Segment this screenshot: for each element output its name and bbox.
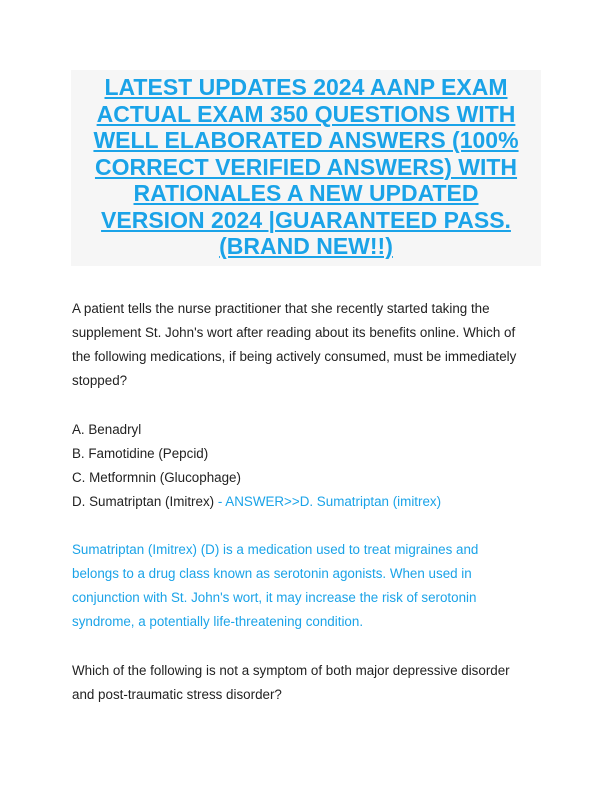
option-a: A. Benadryl [72,422,142,437]
title-box [71,70,541,266]
title-line: CORRECT VERIFIED ANSWERS) WITH [94,153,518,180]
title-line: WELL ELABORATED ANSWERS (100% [93,127,519,153]
question-line: supplement St. John's wort after reading about its benefits online. Which of [72,325,516,340]
title-line: VERSION 2024 |GUARANTEED PASS. [101,206,511,233]
option-c: C. Metformnin (Glucophage) [72,470,241,485]
question-line: and post-traumatic stress disorder? [72,687,282,702]
title-line: (BRAND NEW!!) [219,233,393,259]
question-1-text [72,297,552,393]
question-line: Which of the following is not a symptom of both major depressive disorder [72,663,510,678]
question-line: A patient tells the nurse practitioner that she recently started taking the [72,301,490,316]
rationale-line: Sumatriptan (Imitrex) (D) is a medication used to treat migraines and [72,542,479,557]
rationale-line: conjunction with St. John's wort, it may increase the risk of serotonin [72,590,477,605]
title-line: LATEST UPDATES 2024 AANP EXAM [104,74,508,100]
rationale-line: syndrome, a potentially life-threatening condition. [72,614,364,629]
rationale-line: belongs to a drug class known as serotonin agonists. When used in [72,566,472,581]
title-line: ACTUAL EXAM 350 QUESTIONS WITH [96,100,516,127]
option-d: D. Sumatriptan (Imitrex) [72,494,215,509]
document-title[interactable] [71,70,541,260]
option-b: B. Famotidine (Pepcid) [72,446,209,461]
question-2-text [72,659,552,707]
title-line: RATIONALES A NEW UPDATED [133,180,479,206]
option-d-row [72,490,552,514]
question-1-rationale [72,538,552,634]
question-line: the following medications, if being actively consumed, must be immediately [72,349,517,364]
question-1-options [72,418,552,514]
question-line: stopped? [72,373,128,388]
answer-text: - ANSWER>>D. Sumatriptan (imitrex) [214,494,442,509]
